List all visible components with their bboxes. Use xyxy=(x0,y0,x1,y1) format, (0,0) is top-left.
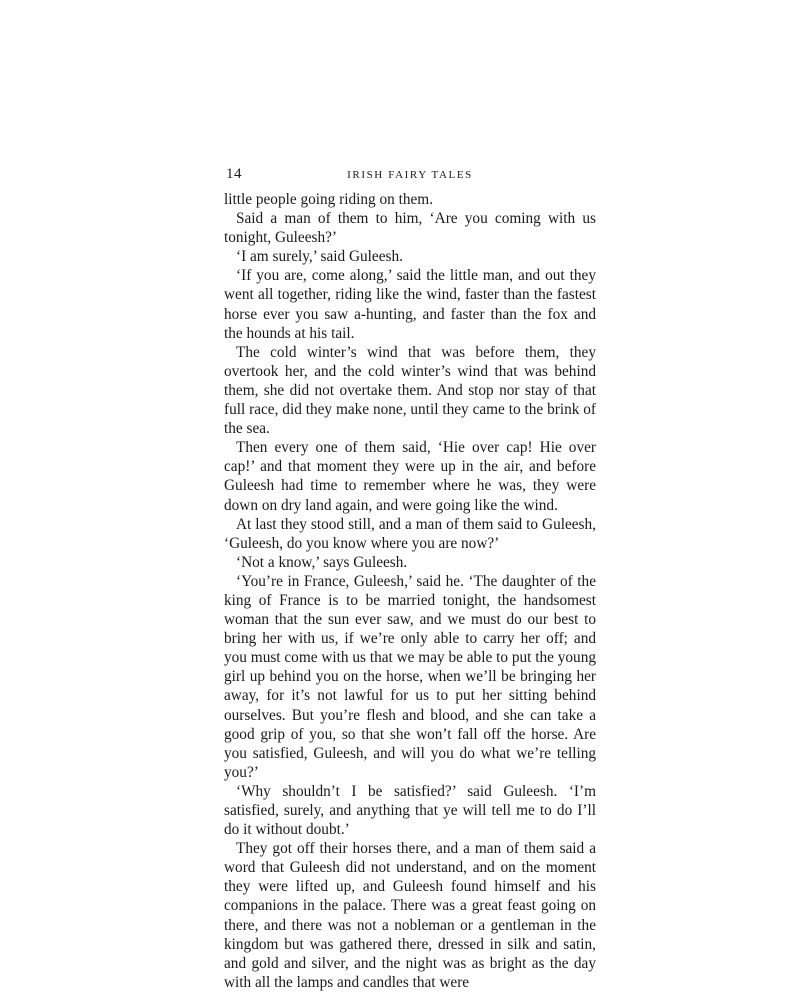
page-number: 14 xyxy=(226,166,242,182)
paragraph: Then every one of them said, ‘Hie over cap! Hie over cap!’ and that moment they were up in the air, and before Guleesh had time to remember where he was, they were down on dry land again, and were going like the wind. xyxy=(224,439,596,514)
paragraph: The cold winter’s wind that was before them, they overtook her, and the cold winter’s wind that was behind them, she did not overtake them. And stop nor stay of that full race, did they make none, until they came to the brink of the sea. xyxy=(224,343,596,438)
paragraph: ‘Why shouldn’t I be satisfied?’ said Guleesh. ‘I’m satisfied, surely, and anything that ye will tell me to do I’ll do it without doubt.’ xyxy=(224,782,596,839)
paragraph: Said a man of them to him, ‘Are you coming with us tonight, Guleesh?’ xyxy=(224,210,596,247)
paragraph: ‘If you are, come along,’ said the little man, and out they went all together, riding like the wind, faster than the fastest horse ever you saw a-hunting, and faster than the fox and the hounds at his tail. xyxy=(224,267,596,342)
book-title: IRISH FAIRY TALES xyxy=(347,169,473,181)
paragraph: ‘I am surely,’ said Guleesh. xyxy=(236,248,403,266)
paragraph: little people going riding on them. xyxy=(224,191,434,208)
paragraph: They got off their horses there, and a man of them said a word that Guleesh did not understand, and on the moment they were lifted up, and Guleesh found himself and his companions in the palace. There was a great feast going on there, and there was not a nobleman or a gentleman in the kingdom but was gathered there, dressed in silk and satin, and gold and silver, and the night was as bright as the day with all the lamps and candles that were xyxy=(224,840,596,991)
book-page xyxy=(224,164,596,992)
paragraph: At last they stood still, and a man of them said to Guleesh, ‘Guleesh, do you know where you are now?’ xyxy=(224,515,596,552)
paragraph: ‘Not a know,’ says Guleesh. xyxy=(236,553,408,571)
paragraph: ‘You’re in France, Guleesh,’ said he. ‘The daughter of the king of France is to be married tonight, the handsomest woman that the sun ever saw, and we must do our best to bring her with us, if we’re only able to carry her off; and you must come with us that we may be able to put the young girl up behind you on the horse, when we’ll be bringing her away, for it’s not lawful for us to put her sitting behind ourselves. But you’re flesh and blood, and she can take a good grip of you, so that she won’t fall off the horse. Are you satisfied, Guleesh, and will you do what we’re telling you?’ xyxy=(224,572,596,781)
body-text xyxy=(224,190,596,992)
running-head xyxy=(224,164,596,184)
